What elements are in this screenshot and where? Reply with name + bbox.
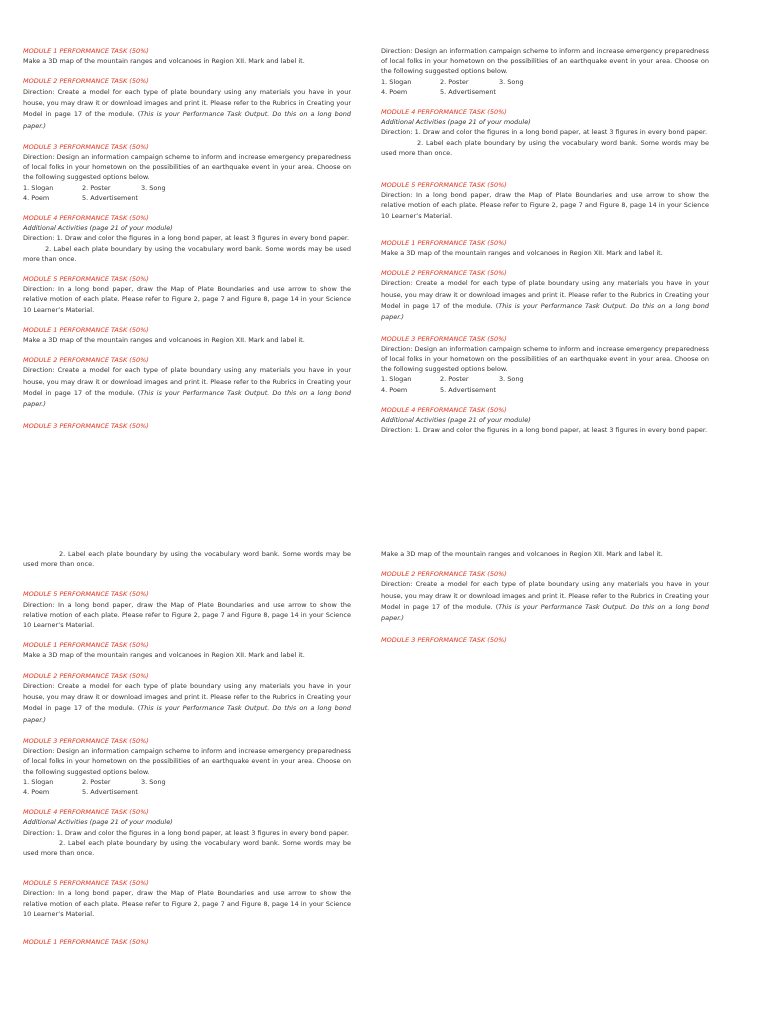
options-row-1: 1. Slogan 2. Poster 3. Song [381, 77, 524, 86]
module-1-text: Make a 3D map of the mountain ranges and volcanoes in Region XII. Mark and label it. [23, 57, 305, 66]
module-5-direction: Direction: In a long bond paper, draw the Map of Plate Boundaries and use arrow to show the relative motion of each plate. Please refer to Figure 2, page 7 and Figure 8, page 14 in your Science 10 Learner’s Material. [23, 600, 351, 630]
module-4-heading: MODULE 4 PERFORMANCE TASK (50%) [381, 108, 507, 117]
module-5-direction: Direction: In a long bond paper, draw the Map of Plate Boundaries and use arrow to show the relative motion of each plate. Please refer to Figure 2, page 7 and Figure 8, page 14 in your Science 10 Learner’s Material. [381, 191, 709, 220]
module-1-task [23, 937, 351, 947]
module-4-additional: Additional Activities (page 21 of your module) [381, 118, 531, 127]
module-2-heading: MODULE 2 PERFORMANCE TASK (50%) [23, 356, 149, 365]
module-3-heading: MODULE 3 PERFORMANCE TASK (50%) [381, 334, 507, 343]
module-3-task [381, 46, 709, 97]
module-1-text: Make a 3D map of the mountain ranges and volcanoes in Region XII. Mark and label it. [381, 249, 663, 258]
module-5-heading: MODULE 5 PERFORMANCE TASK (50%) [23, 590, 149, 599]
module-4-direction-2: 2. Label each plate boundary by using the vocabulary word bank. Some words may be used more than once. [23, 550, 351, 569]
module-4-additional: Additional Activities (page 21 of your module) [23, 818, 173, 827]
module-3-direction: Direction: Design an information campaign scheme to inform and increase emergency preparedness of local folks in your hometown on the possibilities of an earthquake event in your area. Choose on the following suggested options below. [23, 153, 351, 182]
page-4-column [381, 549, 709, 655]
module-5-direction: Direction: In a long bond paper, draw the Map of Plate Boundaries and use arrow to show the relative motion of each plate. Please refer to Figure 2, page 7 and Figure 8, page 14 in your Science 10 Learner’s Material. [23, 889, 351, 918]
module-2-direction: Direction: Create a model for each type of plate boundary using any materials you have in your house, you may draw it or download images and print it. Please refer to the Rubrics in Creating your Model in page 17 of the module. (This is your Performance Task Output. Do this on a long bond paper.) [23, 366, 351, 409]
module-4-task [23, 549, 351, 569]
module-5-task [23, 274, 351, 315]
module-4-direction-1: Direction: 1. Draw and color the figures in a long bond paper, at least 3 figures in every bond paper. [23, 234, 350, 243]
module-1-heading: MODULE 1 PERFORMANCE TASK (50%) [23, 938, 149, 947]
module-2-direction: Direction: Create a model for each type of plate boundary using any materials you have in your house, you may draw it or download images and print it. Please refer to the Rubrics in Creating your Model in page 17 of the module. (This is your Performance Task Output. Do this on a long bond paper.) [23, 681, 351, 724]
module-2-task [23, 355, 351, 410]
module-4-direction-2: 2. Label each plate boundary by using the vocabulary word bank. Some words may be used more than once. [23, 244, 351, 263]
module-5-task [23, 589, 351, 630]
module-4-direction-1: Direction: 1. Draw and color the figures in a long bond paper, at least 3 figures in every bond paper. [381, 128, 708, 137]
module-2-task [23, 671, 351, 726]
options-row-2: 4. Poem 5. Advertisement [23, 193, 138, 202]
module-3-task [381, 635, 709, 645]
options-row-2: 4. Poem 5. Advertisement [381, 87, 496, 96]
page-2-column [381, 46, 709, 445]
module-2-task [381, 569, 709, 624]
module-3-task [23, 421, 351, 431]
module-2-heading: MODULE 2 PERFORMANCE TASK (50%) [23, 77, 149, 86]
module-5-task [381, 180, 709, 221]
module-1-task [381, 549, 709, 559]
module-4-additional: Additional Activities (page 21 of your module) [381, 416, 531, 425]
options-row-2: 4. Poem 5. Advertisement [381, 385, 496, 394]
module-1-task [381, 238, 709, 258]
module-1-heading: MODULE 1 PERFORMANCE TASK (50%) [23, 47, 149, 55]
module-5-heading: MODULE 5 PERFORMANCE TASK (50%) [381, 181, 507, 190]
module-3-task [23, 142, 351, 203]
module-1-task [23, 46, 351, 66]
module-4-task [381, 405, 709, 436]
module-5-heading: MODULE 5 PERFORMANCE TASK (50%) [23, 879, 149, 888]
options-row-2: 4. Poem 5. Advertisement [23, 788, 138, 797]
module-2-direction: Direction: Create a model for each type of plate boundary using any materials you have in your house, you may draw it or download images and print it. Please refer to the Rubrics in Creating your Model in page 17 of the module. (This is your Performance Task Output. Do this on a long bond paper.) [381, 580, 709, 623]
module-4-direction-1: Direction: 1. Draw and color the figures in a long bond paper, at least 3 figures in every bond paper. [381, 426, 708, 435]
module-4-direction-1: Direction: 1. Draw and color the figures in a long bond paper, at least 3 figures in every bond paper. [23, 828, 350, 837]
module-3-task [381, 334, 709, 395]
module-4-heading: MODULE 4 PERFORMANCE TASK (50%) [23, 808, 149, 817]
module-3-direction: Direction: Design an information campaign scheme to inform and increase emergency preparedness of local folks in your hometown on the possibilities of an earthquake event in your area. Choose on the following suggested options below. [23, 747, 351, 776]
module-1-text: Make a 3D map of the mountain ranges and volcanoes in Region XII. Mark and label it. [381, 550, 663, 558]
module-1-text: Make a 3D map of the mountain ranges and volcanoes in Region XII. Mark and label it. [23, 651, 305, 660]
module-2-direction: Direction: Create a model for each type of plate boundary using any materials you have in your house, you may draw it or download images and print it. Please refer to the Rubrics in Creating your Model in page 17 of the module. (This is your Performance Task Output. Do this on a long bond paper.) [23, 87, 351, 130]
module-2-heading: MODULE 2 PERFORMANCE TASK (50%) [381, 570, 507, 579]
module-2-task [23, 76, 351, 131]
module-3-task [23, 736, 351, 797]
module-1-task [23, 325, 351, 345]
module-3-heading: MODULE 3 PERFORMANCE TASK (50%) [381, 635, 507, 644]
module-2-heading: MODULE 2 PERFORMANCE TASK (50%) [23, 671, 149, 680]
module-1-task [23, 640, 351, 660]
module-5-direction: Direction: In a long bond paper, draw the Map of Plate Boundaries and use arrow to show the relative motion of each plate. Please refer to Figure 2, page 7 and Figure 8, page 14 in your Science 10 Learner’s Material. [23, 285, 351, 314]
module-5-heading: MODULE 5 PERFORMANCE TASK (50%) [23, 275, 149, 284]
module-1-heading: MODULE 1 PERFORMANCE TASK (50%) [23, 325, 149, 334]
module-3-heading: MODULE 3 PERFORMANCE TASK (50%) [23, 421, 149, 430]
module-4-task [23, 213, 351, 264]
options-row-1: 1. Slogan 2. Poster 3. Song [23, 183, 166, 192]
options-row-1: 1. Slogan 2. Poster 3. Song [23, 777, 166, 786]
module-1-heading: MODULE 1 PERFORMANCE TASK (50%) [381, 238, 507, 247]
module-4-direction-2: 2. Label each plate boundary by using the vocabulary word bank. Some words may be used more than once. [381, 138, 709, 157]
module-3-heading: MODULE 3 PERFORMANCE TASK (50%) [23, 142, 149, 151]
module-4-task [23, 807, 351, 858]
module-2-task [381, 268, 709, 323]
module-4-task [381, 107, 709, 158]
module-1-text: Make a 3D map of the mountain ranges and volcanoes in Region XII. Mark and label it. [23, 336, 305, 345]
module-2-heading: MODULE 2 PERFORMANCE TASK (50%) [381, 269, 507, 278]
page-1-column [23, 46, 351, 441]
module-4-heading: MODULE 4 PERFORMANCE TASK (50%) [23, 214, 149, 223]
options-row-1: 1. Slogan 2. Poster 3. Song [381, 375, 524, 384]
module-1-heading: MODULE 1 PERFORMANCE TASK (50%) [23, 641, 149, 650]
page-3-column [23, 549, 351, 957]
module-3-heading: MODULE 3 PERFORMANCE TASK (50%) [23, 737, 149, 746]
module-4-direction-2: 2. Label each plate boundary by using the vocabulary word bank. Some words may be used more than once. [23, 838, 351, 858]
module-5-task [23, 878, 351, 919]
module-2-direction: Direction: Create a model for each type of plate boundary using any materials you have in your house, you may draw it or download images and print it. Please refer to the Rubrics in Creating your Model in page 17 of the module. (This is your Performance Task Output. Do this on a long bond paper.) [381, 279, 709, 322]
module-4-heading: MODULE 4 PERFORMANCE TASK (50%) [381, 405, 507, 414]
module-3-direction: Direction: Design an information campaign scheme to inform and increase emergency preparedness of local folks in your hometown on the possibilities of an earthquake event in your area. Choose on the following suggested options below. [381, 47, 709, 76]
module-4-additional: Additional Activities (page 21 of your module) [23, 224, 173, 233]
module-3-direction: Direction: Design an information campaign scheme to inform and increase emergency preparedness of local folks in your hometown on the possibilities of an earthquake event in your area. Choose on the following suggested options below. [381, 344, 709, 374]
